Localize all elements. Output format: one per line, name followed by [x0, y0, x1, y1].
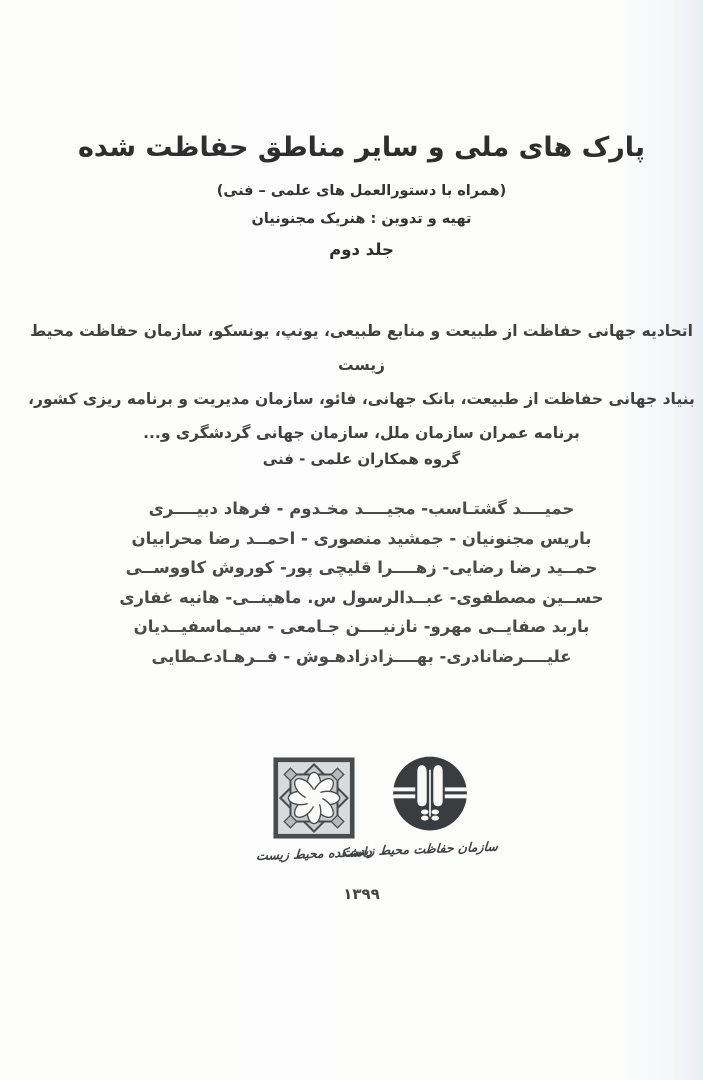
contributor-line-1: حمیــــد گشتـاسب- مجیــــد مخـدوم - فرهاد دبیــــری — [148, 499, 575, 518]
contributor-line-5: باربد صفایــی مهرو- نازنیــــن جـامعی - سیـماسفیــدیان — [133, 617, 590, 636]
contributor-line-4: حســین مصطفوی- عبــدالرسول س. ماهینــی- هانیه غفاری — [119, 587, 604, 607]
book-title: پارک های ملی و سایر مناطق حفاظت شده — [77, 132, 646, 163]
book-subtitle: (همراه با دستورالعمل های علمی – فنی) — [216, 183, 507, 199]
faculty-of-environment-star-emblem-icon — [272, 756, 356, 840]
doe-logo-caption: سازمان حفاظت محیط زیست — [341, 838, 499, 860]
publication-year: ۱۳۹۹ — [343, 885, 380, 903]
contributor-line-3: حمــید رضا رضایی- زهــــرا قلیچی پور- کوروش کاووســی — [125, 558, 598, 577]
contributor-line-6: علیــــرضانادری- بهــــزادزادهـوش - فــرهـادعـطایی — [151, 646, 572, 666]
volume-label: جلد دوم — [329, 240, 394, 259]
environment-protection-organization-logo — [341, 755, 499, 860]
contributors-list — [10, 494, 703, 671]
organizations-paragraph — [10, 314, 703, 450]
environment-protection-organization-emblem-icon — [389, 755, 471, 837]
compiler-line: تهیه و تدوین : هنریک مجنونیان — [251, 211, 472, 227]
organizations-line-1: اتحادیه جهانی حفاظت از طبیعت و منابع طبیعی، یونپ، یونسکو، سازمان حفاظت محیط زیست — [30, 322, 693, 374]
faculty-logo-caption: دانشکده محیط زیست — [255, 843, 373, 864]
organizations-line-3: برنامه عمران سازمان ملل، سازمان جهانی گردشگری و... — [143, 424, 580, 442]
contributors-heading: گروه همکاران علمی - فنی — [262, 450, 461, 468]
title-page-content — [10, 0, 703, 1080]
contributor-line-2: باریس مجنونیان - جمشید منصوری - احمــد رضا محرابیان — [131, 528, 592, 548]
organizations-line-2: بنیاد جهانی حفاظت از طبیعت، بانک جهانی، فائو، سازمان مدیریت و برنامه ریزی کشور، — [28, 390, 695, 408]
